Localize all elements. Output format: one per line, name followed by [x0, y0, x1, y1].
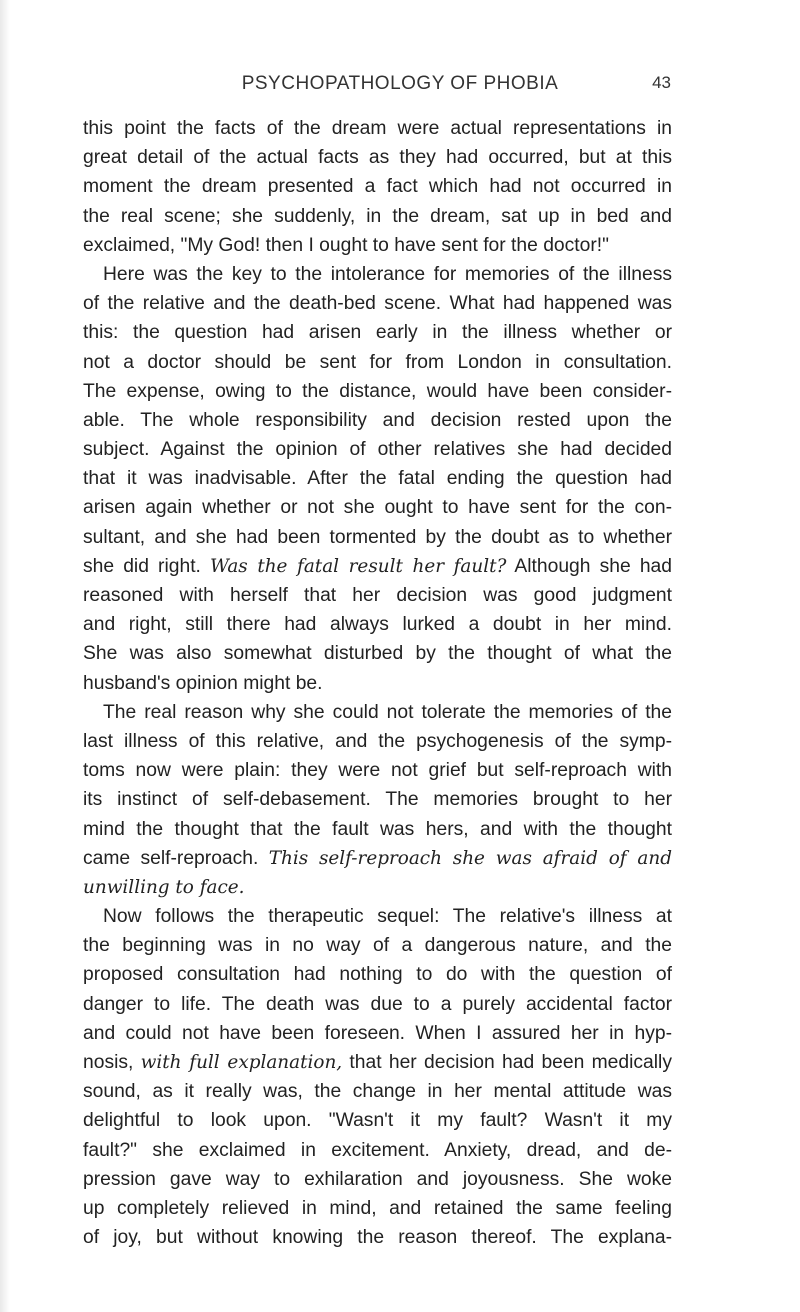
text-line: sound, as it really was, the change in her mental attitude was	[83, 1081, 672, 1103]
page-number: 43	[652, 73, 671, 92]
text-line: Now follows the therapeutic sequel: The relative's illness at	[103, 906, 672, 928]
italic-emphasis: Was the fatal result her fault?	[210, 555, 507, 577]
italic-emphasis: This self-reproach she was afraid of and	[268, 847, 672, 869]
text-line: fault?" she exclaimed in excitement. Anxiety, dread, and de-	[83, 1139, 672, 1161]
text-line: this point the facts of the dream were actual representations in	[83, 118, 672, 139]
text-line: subject. Against the opinion of other relatives she had decided	[83, 439, 672, 461]
text-line: the beginning was in no way of a dangerous nature, and the	[83, 935, 672, 957]
text-line: She was also somewhat disturbed by the thought of what the	[83, 643, 672, 665]
text-line	[83, 1048, 672, 1077]
text-line: of joy, but without knowing the reason thereof. The explana-	[83, 1227, 672, 1249]
text-line: not a doctor should be sent for from London in consultation.	[83, 351, 672, 373]
text-line: and could not have been foreseen. When I assured her in hyp-	[83, 1022, 672, 1044]
text-line: the real scene; she suddenly, in the dream, sat up in bed and	[83, 205, 672, 227]
text-line: moment the dream presented a fact which had not occurred in	[83, 176, 672, 198]
text-line: great detail of the actual facts as they had occurred, but at this	[83, 147, 672, 169]
text-line: its instinct of self-debasement. The memories brought to her	[83, 789, 672, 811]
text-line: mind the thought that the fault was hers, and with the thought	[83, 818, 672, 840]
text-line: this: the question had arisen early in the illness whether or	[83, 322, 672, 344]
text-line	[83, 873, 672, 902]
text-line: pression gave way to exhilaration and joyousness. She woke	[83, 1168, 672, 1190]
text-line: husband's opinion might be.	[83, 672, 323, 694]
text-line	[83, 844, 672, 873]
text-line: sultant, and she had been tormented by the doubt as to whether	[83, 526, 672, 548]
text-line: up completely relieved in mind, and retained the same feeling	[83, 1197, 672, 1219]
text-line: arisen again whether or not she ought to have sent for the con-	[83, 497, 672, 519]
text-line: toms now were plain: they were not grief but self-reproach with	[83, 760, 672, 782]
text-run: Although she had	[506, 555, 672, 577]
body-text	[83, 114, 672, 1252]
text-run: that her decision had been medically	[342, 1052, 672, 1073]
text-line: The real reason why she could not tolerate the memories of the	[103, 701, 672, 723]
text-line: Here was the key to the intolerance for memories of the illness	[103, 263, 672, 285]
text-line: and right, still there had always lurked a doubt in her mind.	[83, 614, 672, 636]
page-gutter-shadow	[0, 0, 10, 1312]
text-line: able. The whole responsibility and decision rested upon the	[83, 409, 672, 431]
text-line: danger to life. The death was due to a purely accidental factor	[83, 993, 672, 1015]
text-line: proposed consultation had nothing to do with the question of	[83, 964, 672, 986]
text-line: exclaimed, "My God! then I ought to have sent for the doctor!"	[83, 234, 609, 256]
text-line	[83, 552, 672, 581]
italic-emphasis: unwilling to face.	[83, 876, 245, 898]
text-line: of the relative and the death-bed scene. What had happened was	[83, 293, 672, 315]
italic-emphasis: with full explanation,	[140, 1052, 343, 1073]
text-line: reasoned with herself that her decision was good judgment	[83, 585, 672, 606]
text-run: came self-reproach.	[83, 847, 269, 869]
running-head-title: PSYCHOPATHOLOGY OF PHOBIA	[241, 73, 559, 94]
text-run: nosis,	[83, 1052, 141, 1073]
text-line: last illness of this relative, and the psychogenesis of the symp-	[83, 730, 672, 752]
text-line: The expense, owing to the distance, would have been consider-	[83, 380, 672, 402]
text-line: that it was inadvisable. After the fatal ending the question had	[83, 468, 672, 490]
text-run: she did right.	[83, 555, 211, 577]
text-line: delightful to look upon. "Wasn't it my fault? Wasn't it my	[83, 1110, 672, 1132]
